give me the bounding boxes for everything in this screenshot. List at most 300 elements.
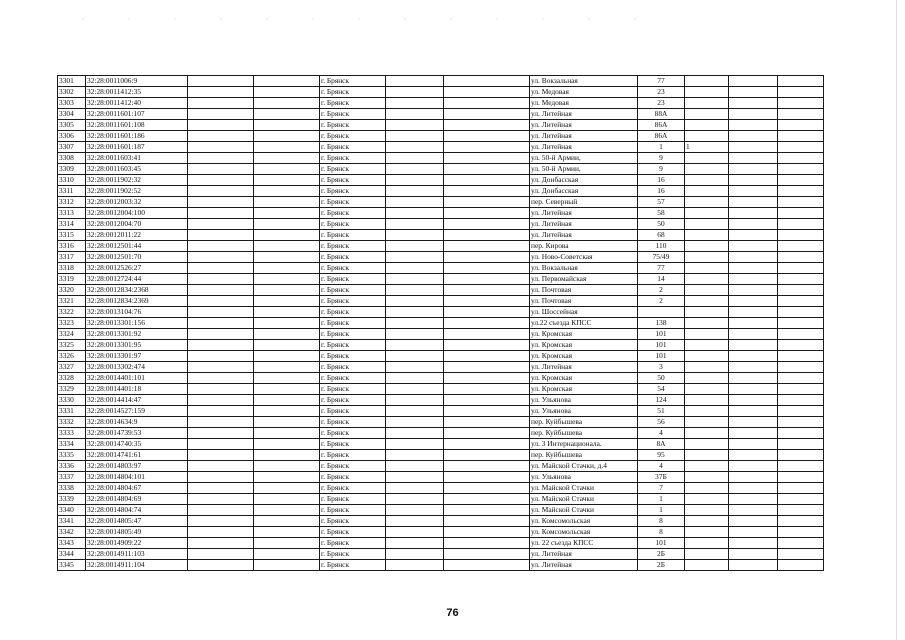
cell-empty (729, 549, 778, 560)
cell-street: ул. Донбасская (530, 186, 638, 197)
cell-street: ул. Литейная (530, 142, 638, 153)
table-row (58, 153, 824, 164)
cell-number: 3316 (58, 241, 86, 252)
cell-empty (444, 307, 530, 318)
cell-cadastral-number: 32:28:0014401:18 (86, 384, 188, 395)
cell-number: 3304 (58, 109, 86, 120)
cell-empty (444, 186, 530, 197)
cell-city: г. Брянск (320, 186, 386, 197)
cell-empty (444, 219, 530, 230)
table-row (58, 175, 824, 186)
cell-empty (386, 296, 444, 307)
cell-empty (444, 164, 530, 175)
cell-extra (685, 263, 729, 274)
cell-empty (778, 362, 824, 373)
cell-street: пер. Кирова (530, 241, 638, 252)
cell-number: 3315 (58, 230, 86, 241)
cell-house: 23 (638, 98, 685, 109)
cell-cadastral-number: 32:28:0012003:32 (86, 197, 188, 208)
cell-empty (729, 472, 778, 483)
cell-empty (386, 340, 444, 351)
cell-empty (444, 131, 530, 142)
table-row (58, 560, 824, 571)
cell-empty (188, 296, 254, 307)
cell-empty (729, 329, 778, 340)
cell-street: ул. Литейная (530, 560, 638, 571)
cell-empty (254, 384, 320, 395)
cell-number: 3317 (58, 252, 86, 263)
cell-empty (386, 505, 444, 516)
cell-house: 16 (638, 186, 685, 197)
cell-city: г. Брянск (320, 76, 386, 87)
cell-empty (729, 461, 778, 472)
cell-house: 56 (638, 417, 685, 428)
cell-number: 3333 (58, 428, 86, 439)
cell-street: ул. Литейная (530, 230, 638, 241)
cell-city: г. Брянск (320, 274, 386, 285)
cell-empty (778, 186, 824, 197)
cell-empty (188, 417, 254, 428)
table-row (58, 230, 824, 241)
cell-street: ул. Комсомольская (530, 527, 638, 538)
cell-cadastral-number: 32:28:0014911:104 (86, 560, 188, 571)
cell-house: 77 (638, 263, 685, 274)
cell-extra (685, 461, 729, 472)
cell-empty (444, 340, 530, 351)
cell-street: ул. Кромская (530, 340, 638, 351)
cell-empty (188, 263, 254, 274)
cell-empty (729, 197, 778, 208)
cell-empty (386, 263, 444, 274)
cell-empty (778, 109, 824, 120)
cell-city: г. Брянск (320, 208, 386, 219)
cell-empty (188, 505, 254, 516)
cell-empty (444, 98, 530, 109)
cell-empty (444, 417, 530, 428)
table-row (58, 109, 824, 120)
cell-empty (778, 516, 824, 527)
cell-number: 3345 (58, 560, 86, 571)
cell-extra (685, 307, 729, 318)
cell-empty (254, 263, 320, 274)
cell-empty (188, 307, 254, 318)
cell-extra (685, 516, 729, 527)
cell-number: 3313 (58, 208, 86, 219)
cell-street: пер. Северный (530, 197, 638, 208)
cell-empty (444, 296, 530, 307)
cell-city: г. Брянск (320, 461, 386, 472)
cell-number: 3326 (58, 351, 86, 362)
cell-house: 37Б (638, 472, 685, 483)
cell-cadastral-number: 32:28:0012004:70 (86, 219, 188, 230)
cell-city: г. Брянск (320, 340, 386, 351)
cell-house: 110 (638, 241, 685, 252)
cell-house: 3 (638, 362, 685, 373)
cell-cadastral-number: 32:28:0013301:97 (86, 351, 188, 362)
table-row (58, 142, 824, 153)
cell-city: г. Брянск (320, 285, 386, 296)
cell-empty (254, 329, 320, 340)
cell-cadastral-number: 32:28:0011902:32 (86, 175, 188, 186)
cell-extra (685, 439, 729, 450)
cell-empty (254, 175, 320, 186)
cell-cadastral-number: 32:28:0014804:101 (86, 472, 188, 483)
cell-empty (729, 340, 778, 351)
cell-empty (444, 384, 530, 395)
cell-empty (729, 505, 778, 516)
cell-street: ул. Литейная (530, 131, 638, 142)
cell-cadastral-number: 32:28:0014527:159 (86, 406, 188, 417)
cell-empty (444, 351, 530, 362)
cell-number: 3331 (58, 406, 86, 417)
cell-street: пер. Куйбышева (530, 428, 638, 439)
cell-empty (188, 516, 254, 527)
cell-empty (254, 318, 320, 329)
table-row (58, 538, 824, 549)
cell-cadastral-number: 32:28:0013302:474 (86, 362, 188, 373)
cell-street: ул. Первомайская (530, 274, 638, 285)
cell-cadastral-number: 32:28:0011412:35 (86, 87, 188, 98)
cell-number: 3338 (58, 483, 86, 494)
table-row (58, 439, 824, 450)
cell-empty (729, 351, 778, 362)
cell-house: 88А (638, 109, 685, 120)
cell-empty (188, 373, 254, 384)
cell-empty (188, 351, 254, 362)
cell-empty (729, 395, 778, 406)
cell-house: 2 (638, 285, 685, 296)
cell-street: ул. 22 съезда КПСС (530, 538, 638, 549)
cell-empty (254, 483, 320, 494)
cell-empty (444, 230, 530, 241)
cell-empty (386, 219, 444, 230)
cell-cadastral-number: 32:28:0014911:103 (86, 549, 188, 560)
cell-number: 3340 (58, 505, 86, 516)
scan-edge (896, 0, 897, 640)
cell-empty (254, 307, 320, 318)
registry-body (58, 76, 824, 571)
cell-extra (685, 494, 729, 505)
cell-empty (386, 428, 444, 439)
cell-empty (778, 230, 824, 241)
cell-empty (254, 538, 320, 549)
cell-empty (386, 417, 444, 428)
cell-empty (729, 318, 778, 329)
cell-city: г. Брянск (320, 384, 386, 395)
cell-empty (729, 230, 778, 241)
cell-empty (386, 483, 444, 494)
cell-cadastral-number: 32:28:0011601:107 (86, 109, 188, 120)
cell-empty (254, 560, 320, 571)
cell-cadastral-number: 32:28:0012501:44 (86, 241, 188, 252)
cell-empty (778, 98, 824, 109)
page-number: 76 (446, 607, 459, 619)
cell-city: г. Брянск (320, 219, 386, 230)
cell-cadastral-number: 32:28:0014740:35 (86, 439, 188, 450)
cell-empty (188, 340, 254, 351)
cell-house: 4 (638, 428, 685, 439)
cell-empty (778, 549, 824, 560)
cell-empty (729, 241, 778, 252)
cell-house: 8 (638, 527, 685, 538)
cell-empty (778, 241, 824, 252)
cell-empty (188, 109, 254, 120)
cell-extra (685, 98, 729, 109)
cell-house: 77 (638, 76, 685, 87)
cell-empty (188, 120, 254, 131)
cell-extra (685, 395, 729, 406)
cell-empty (386, 406, 444, 417)
cell-city: г. Брянск (320, 153, 386, 164)
cell-empty (444, 76, 530, 87)
cell-empty (778, 274, 824, 285)
cell-empty (254, 516, 320, 527)
cell-extra (685, 406, 729, 417)
cell-cadastral-number: 32:28:0014739:53 (86, 428, 188, 439)
cell-empty (254, 153, 320, 164)
cell-empty (188, 406, 254, 417)
cell-extra (685, 87, 729, 98)
cell-number: 3332 (58, 417, 86, 428)
cell-empty (444, 142, 530, 153)
cell-empty (188, 538, 254, 549)
cell-empty (778, 120, 824, 131)
cell-empty (778, 340, 824, 351)
cell-empty (444, 153, 530, 164)
cell-empty (444, 527, 530, 538)
cell-extra (685, 109, 729, 120)
cell-number: 3318 (58, 263, 86, 274)
cell-cadastral-number: 32:28:0014634:9 (86, 417, 188, 428)
cell-empty (188, 494, 254, 505)
cell-empty (778, 252, 824, 263)
cell-empty (386, 153, 444, 164)
cell-empty (188, 241, 254, 252)
cell-extra (685, 76, 729, 87)
cell-street: ул. 50-й Армии, (530, 153, 638, 164)
cell-street: ул. Комсомольская (530, 516, 638, 527)
cell-empty (386, 560, 444, 571)
cell-house: 8А (638, 439, 685, 450)
cell-city: г. Брянск (320, 560, 386, 571)
cell-empty (188, 153, 254, 164)
cell-number: 3337 (58, 472, 86, 483)
cell-house: 101 (638, 351, 685, 362)
cell-city: г. Брянск (320, 395, 386, 406)
cell-empty (188, 98, 254, 109)
cell-number: 3336 (58, 461, 86, 472)
cell-extra (685, 186, 729, 197)
cell-city: г. Брянск (320, 450, 386, 461)
cell-empty (444, 516, 530, 527)
cell-city: г. Брянск (320, 120, 386, 131)
cell-number: 3321 (58, 296, 86, 307)
cell-street: ул. Литейная (530, 120, 638, 131)
cell-house: 16 (638, 175, 685, 186)
cell-empty (386, 197, 444, 208)
cell-street: ул.22 съезда КПСС (530, 318, 638, 329)
cell-empty (778, 164, 824, 175)
table-row (58, 527, 824, 538)
cell-empty (444, 439, 530, 450)
cell-city: г. Брянск (320, 175, 386, 186)
cell-extra (685, 318, 729, 329)
cell-empty (386, 395, 444, 406)
cell-empty (778, 296, 824, 307)
cell-extra (685, 483, 729, 494)
cell-cadastral-number: 32:28:0011601:108 (86, 120, 188, 131)
cell-house: 50 (638, 373, 685, 384)
cell-empty (729, 109, 778, 120)
cell-empty (778, 494, 824, 505)
cell-empty (729, 208, 778, 219)
cell-cadastral-number: 32:28:0014401:101 (86, 373, 188, 384)
cell-cadastral-number: 32:28:0012724:44 (86, 274, 188, 285)
cell-city: г. Брянск (320, 263, 386, 274)
cell-city: г. Брянск (320, 538, 386, 549)
cell-number: 3344 (58, 549, 86, 560)
cell-empty (386, 318, 444, 329)
cell-empty (386, 472, 444, 483)
cell-house (638, 307, 685, 318)
table-row (58, 263, 824, 274)
cell-number: 3325 (58, 340, 86, 351)
cell-empty (188, 450, 254, 461)
cell-house: 2 (638, 296, 685, 307)
cell-city: г. Брянск (320, 164, 386, 175)
cell-extra (685, 417, 729, 428)
cell-extra (685, 241, 729, 252)
cell-empty (729, 417, 778, 428)
cell-number: 3328 (58, 373, 86, 384)
table-row (58, 472, 824, 483)
cell-city: г. Брянск (320, 428, 386, 439)
table-row (58, 351, 824, 362)
cell-cadastral-number: 32:28:0013104:76 (86, 307, 188, 318)
cell-cadastral-number: 32:28:0014909:22 (86, 538, 188, 549)
cell-number: 3335 (58, 450, 86, 461)
cell-extra (685, 274, 729, 285)
cell-empty (254, 549, 320, 560)
cell-extra (685, 384, 729, 395)
table-row (58, 197, 824, 208)
cell-city: г. Брянск (320, 197, 386, 208)
cell-cadastral-number: 32:28:0013301:156 (86, 318, 188, 329)
cell-empty (386, 307, 444, 318)
cell-empty (188, 329, 254, 340)
table-row (58, 98, 824, 109)
cell-empty (444, 549, 530, 560)
cell-empty (254, 76, 320, 87)
cell-house: 1 (638, 494, 685, 505)
cell-empty (729, 384, 778, 395)
cell-empty (386, 109, 444, 120)
cell-empty (729, 76, 778, 87)
cell-house: 124 (638, 395, 685, 406)
cell-cadastral-number: 32:28:0011603:45 (86, 164, 188, 175)
cell-empty (386, 494, 444, 505)
cell-extra (685, 505, 729, 516)
cell-empty (386, 329, 444, 340)
cell-extra (685, 560, 729, 571)
cell-cadastral-number: 32:28:0012834:2369 (86, 296, 188, 307)
cell-cadastral-number: 32:28:0014805:49 (86, 527, 188, 538)
cell-empty (778, 131, 824, 142)
cell-extra (685, 153, 729, 164)
cell-house: 14 (638, 274, 685, 285)
cell-house: 50 (638, 219, 685, 230)
cell-empty (188, 483, 254, 494)
cell-empty (778, 76, 824, 87)
cell-empty (778, 153, 824, 164)
cell-street: ул. Кромская (530, 373, 638, 384)
cell-empty (444, 472, 530, 483)
cell-empty (778, 417, 824, 428)
cell-cadastral-number: 32:28:0011902:52 (86, 186, 188, 197)
cell-empty (254, 219, 320, 230)
cell-empty (386, 373, 444, 384)
cell-extra (685, 549, 729, 560)
cell-number: 3307 (58, 142, 86, 153)
cell-extra (685, 230, 729, 241)
cell-empty (188, 285, 254, 296)
cell-number: 3319 (58, 274, 86, 285)
cell-street: ул. Майской Стачки (530, 505, 638, 516)
table-row (58, 340, 824, 351)
table-row (58, 296, 824, 307)
cell-empty (254, 208, 320, 219)
cell-city: г. Брянск (320, 142, 386, 153)
cell-city: г. Брянск (320, 505, 386, 516)
cell-extra (685, 428, 729, 439)
cell-city: г. Брянск (320, 252, 386, 263)
table-row (58, 417, 824, 428)
cell-empty (729, 307, 778, 318)
cell-empty (729, 131, 778, 142)
cell-empty (188, 230, 254, 241)
cell-empty (444, 560, 530, 571)
cell-city: г. Брянск (320, 230, 386, 241)
table-row (58, 549, 824, 560)
cell-cadastral-number: 32:28:0014804:74 (86, 505, 188, 516)
cell-number: 3327 (58, 362, 86, 373)
table-row (58, 274, 824, 285)
cell-empty (729, 87, 778, 98)
table-row (58, 406, 824, 417)
cell-cadastral-number: 32:28:0012501:70 (86, 252, 188, 263)
cell-extra (685, 373, 729, 384)
cell-empty (254, 450, 320, 461)
cell-empty (386, 351, 444, 362)
cell-city: г. Брянск (320, 362, 386, 373)
cell-street: ул. Кромская (530, 329, 638, 340)
table-row (58, 241, 824, 252)
cell-city: г. Брянск (320, 439, 386, 450)
cell-extra (685, 131, 729, 142)
cell-cadastral-number: 32:28:0014804:69 (86, 494, 188, 505)
cell-cadastral-number: 32:28:0011006:9 (86, 76, 188, 87)
cell-street: ул. Донбасская (530, 175, 638, 186)
cell-city: г. Брянск (320, 516, 386, 527)
cell-empty (188, 252, 254, 263)
cell-empty (188, 527, 254, 538)
cell-house: 2Б (638, 560, 685, 571)
cell-empty (729, 263, 778, 274)
cell-empty (254, 439, 320, 450)
cell-empty (386, 98, 444, 109)
cell-empty (386, 164, 444, 175)
cell-empty (386, 252, 444, 263)
